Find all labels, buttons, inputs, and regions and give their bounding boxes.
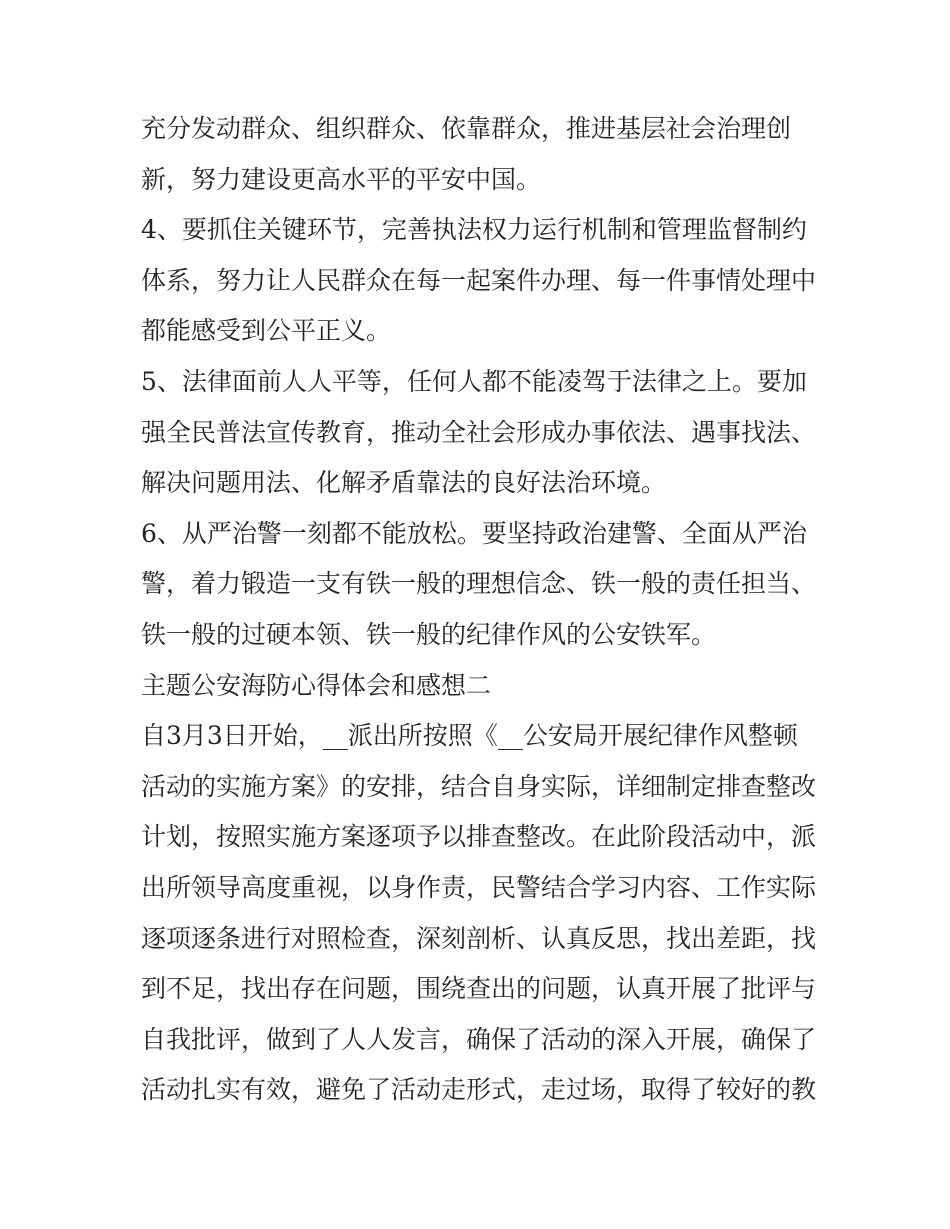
text-line: 6、从严治警一刻都不能放松。要坚持政治建警、全面从严治 <box>141 518 807 548</box>
text-line: 活动的实施方案》的安排，结合自身实际，详细制定排查整改 <box>141 771 817 801</box>
text-line: 活动扎实有效，避免了活动走形式，走过场，取得了较好的教 <box>141 1075 817 1105</box>
text-line: 新，努力建设更高水平的平安中国。 <box>141 164 542 194</box>
text-line: 铁一般的过硬本领、铁一般的纪律作风的公安铁军。 <box>141 619 717 649</box>
text-line: 充分发动群众、组织群众、依靠群众，推进基层社会治理创 <box>141 114 792 143</box>
text-line: 自3月3日开始，__派出所按照《__公安局开展纪律作风整顿 <box>141 721 798 751</box>
text-line: 强全民普法宣传教育，推动全社会形成办事依法、遇事找法、 <box>141 417 817 447</box>
document-body <box>141 104 821 1116</box>
text-line: 警，着力锻造一支有铁一般的理想信念、铁一般的责任担当、 <box>141 569 817 599</box>
text-line: 都能感受到公平正义。 <box>141 316 392 346</box>
text-line: 逐项逐条进行对照检查，深刻剖析、认真反思，找出差距，找 <box>141 923 817 953</box>
text-line: 4、要抓住关键环节，完善执法权力运行机制和管理监督制约 <box>141 215 807 245</box>
text-line: 到不足，找出存在问题，围绕查出的问题，认真开展了批评与 <box>141 974 817 1004</box>
text-line: 自我批评，做到了人人发言，确保了活动的深入开展，确保了 <box>141 1024 817 1054</box>
text-line: 计划，按照实施方案逐项予以排查整改。在此阶段活动中，派 <box>141 822 817 852</box>
section-heading: 主题公安海防心得体会和感想二 <box>141 670 492 700</box>
text-line: 体系，努力让人民群众在每一起案件办理、每一件事情处理中 <box>141 265 817 295</box>
text-line: 解决问题用法、化解矛盾靠法的良好法治环境。 <box>141 468 667 498</box>
text-line: 5、法律面前人人平等，任何人都不能凌驾于法律之上。要加 <box>141 366 807 396</box>
text-line: 出所领导高度重视，以身作责，民警结合学习内容、工作实际 <box>141 872 817 902</box>
